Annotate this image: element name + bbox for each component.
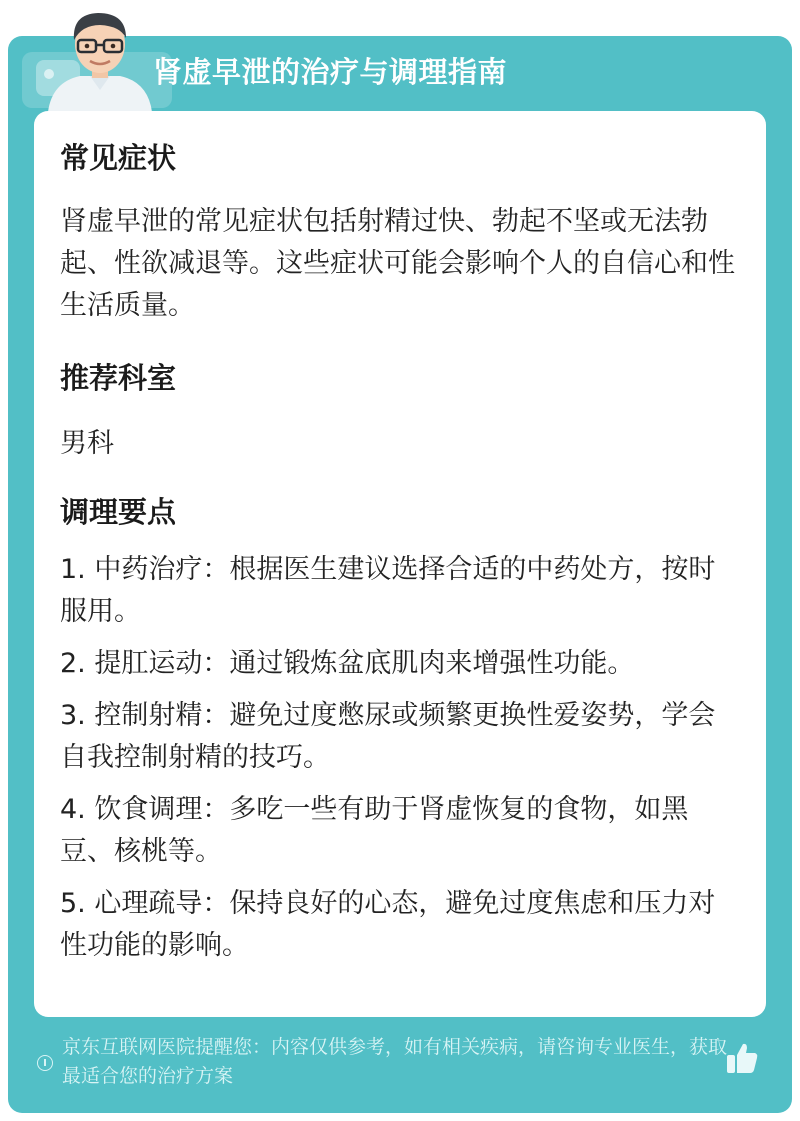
care-list [60, 549, 740, 967]
symptoms-text: 肾虚早泄的常见症状包括射精过快、勃起不坚或无法勃起、性欲减退等。这些症状可能会影响个人的自信心和性生活质量。 [60, 206, 735, 321]
info-icon [37, 1055, 53, 1071]
department-heading: 推荐科室 [60, 361, 177, 395]
list-item: 4. 饮食调理：多吃一些有助于肾虚恢复的食物，如黑豆、核桃等。 [60, 794, 689, 867]
list-item: 2. 提肛运动：通过锻炼盆底肌肉来增强性功能。 [60, 648, 635, 679]
page-title: 肾虚早泄的治疗与调理指南 [153, 55, 508, 89]
department-value: 男科 [60, 428, 114, 459]
doctor-avatar-icon [40, 4, 160, 112]
disclaimer-text: 京东互联网医院提醒您：内容仅供参考，如有相关疾病，请咨询专业医生，获取最适合您的治疗方案 [62, 1036, 728, 1087]
content-body [60, 139, 740, 977]
thumbs-up-icon[interactable] [724, 1040, 760, 1076]
list-item: 1. 中药治疗：根据医生建议选择合适的中药处方，按时服用。 [60, 554, 716, 627]
care-heading: 调理要点 [60, 495, 177, 529]
content-card [34, 111, 766, 1017]
list-item: 3. 控制射精：避免过度憋尿或频繁更换性爱姿势，学会自我控制射精的技巧。 [60, 700, 716, 773]
list-item: 5. 心理疏导：保持良好的心态，避免过度焦虑和压力对性功能的影响。 [60, 888, 716, 961]
symptoms-heading: 常见症状 [60, 141, 177, 175]
